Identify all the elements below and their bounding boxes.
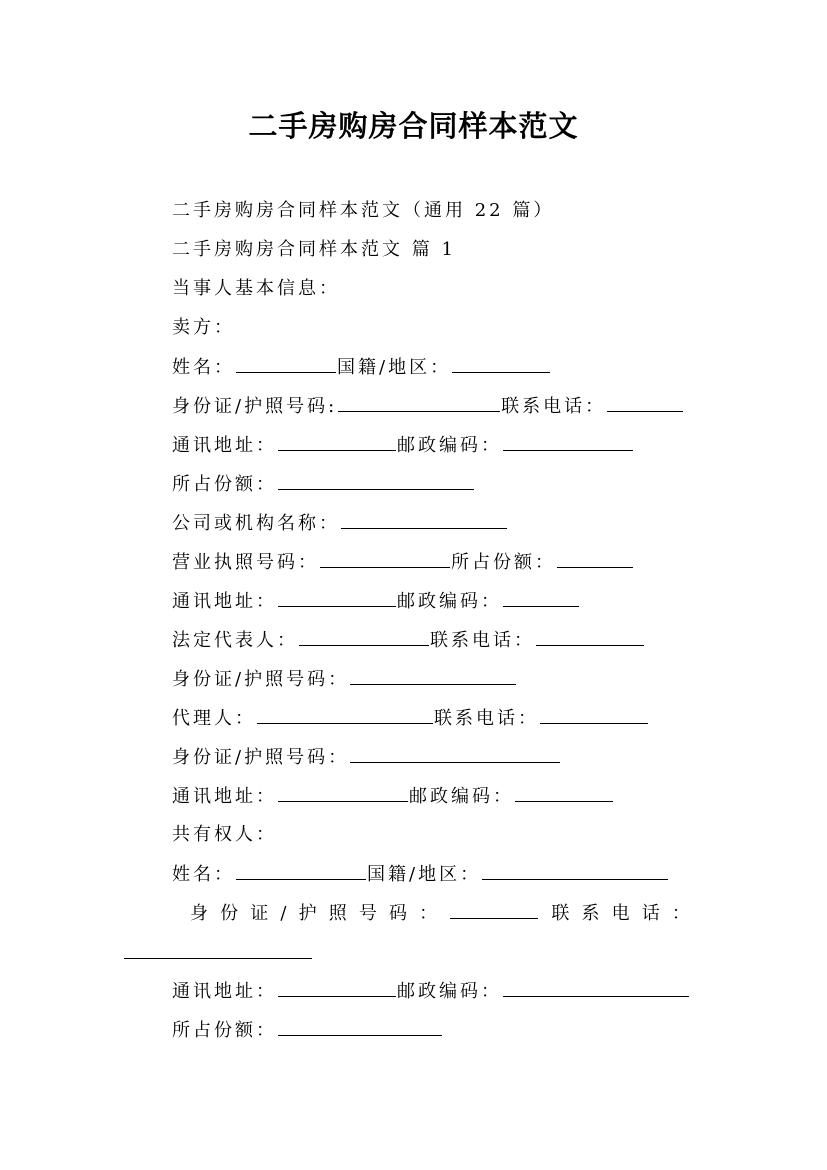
coowner-share-blank[interactable] bbox=[278, 1017, 442, 1036]
company-post-blank[interactable] bbox=[503, 588, 579, 607]
seller-tel-blank[interactable] bbox=[607, 393, 683, 412]
agent-id-blank[interactable] bbox=[350, 744, 560, 763]
coowner-share-row: 所占份额： bbox=[172, 1017, 443, 1043]
agent-post-blank[interactable] bbox=[515, 783, 613, 802]
seller-addr-blank[interactable] bbox=[278, 432, 396, 451]
coowner-addr-row: 通讯地址： 邮政编码： bbox=[172, 978, 690, 1004]
coowner-id-row: 身 份 证 / 护 照 号 码 ： 联 系 电 话 ： bbox=[190, 900, 690, 926]
subtitle-line: 二手房购房合同样本范文（通用 22 篇） bbox=[172, 200, 555, 221]
coowner-nation-blank[interactable] bbox=[482, 861, 668, 880]
legal-tel-blank[interactable] bbox=[536, 627, 644, 646]
seller-heading: 卖方： bbox=[172, 317, 235, 338]
agent-blank[interactable] bbox=[257, 705, 433, 724]
legal-rep-row: 法定代表人： 联系电话： bbox=[172, 627, 645, 653]
seller-id-row: 身份证/护照号码: 联系电话： bbox=[172, 393, 684, 419]
seller-post-blank[interactable] bbox=[503, 432, 633, 451]
coowner-addr-blank[interactable] bbox=[278, 978, 396, 997]
legal-id-row: 身份证/护照号码： bbox=[172, 666, 517, 692]
coowner-post-blank[interactable] bbox=[503, 978, 689, 997]
coowner-heading: 共有权人： bbox=[172, 824, 277, 845]
document-title: 二手房购房合同样本范文 bbox=[248, 109, 579, 143]
company-share-blank[interactable] bbox=[557, 549, 633, 568]
coowner-name-row: 姓名： 国籍/地区： bbox=[172, 861, 669, 887]
seller-share-blank[interactable] bbox=[278, 471, 474, 490]
legal-id-blank[interactable] bbox=[350, 666, 516, 685]
coowner-tel-blank[interactable] bbox=[124, 948, 312, 959]
legal-rep-blank[interactable] bbox=[299, 627, 429, 646]
seller-name-blank[interactable] bbox=[236, 354, 336, 373]
seller-name-row: 姓名： 国籍/地区： bbox=[172, 354, 551, 380]
parties-heading: 当事人基本信息： bbox=[172, 278, 340, 299]
agent-addr-blank[interactable] bbox=[278, 783, 408, 802]
company-addr-row: 通讯地址： 邮政编码： bbox=[172, 588, 580, 614]
agent-id-row: 身份证/护照号码： bbox=[172, 744, 561, 770]
license-blank[interactable] bbox=[320, 549, 450, 568]
agent-tel-blank[interactable] bbox=[540, 705, 648, 724]
coowner-name-blank[interactable] bbox=[236, 861, 366, 880]
license-row: 营业执照号码： 所占份额： bbox=[172, 549, 634, 575]
seller-id-blank[interactable] bbox=[338, 393, 500, 412]
seller-share-row: 所占份额： bbox=[172, 471, 475, 497]
company-row: 公司或机构名称： bbox=[172, 510, 508, 536]
agent-row: 代理人： 联系电话： bbox=[172, 705, 649, 731]
coowner-id-blank[interactable] bbox=[450, 900, 538, 919]
seller-addr-row: 通讯地址： 邮政编码： bbox=[172, 432, 634, 458]
agent-addr-row: 通讯地址： 邮政编码： bbox=[172, 783, 614, 809]
company-addr-blank[interactable] bbox=[278, 588, 396, 607]
company-blank[interactable] bbox=[341, 510, 507, 529]
seller-nation-blank[interactable] bbox=[452, 354, 550, 373]
section-heading: 二手房购房合同样本范文 篇 1 bbox=[172, 239, 456, 260]
